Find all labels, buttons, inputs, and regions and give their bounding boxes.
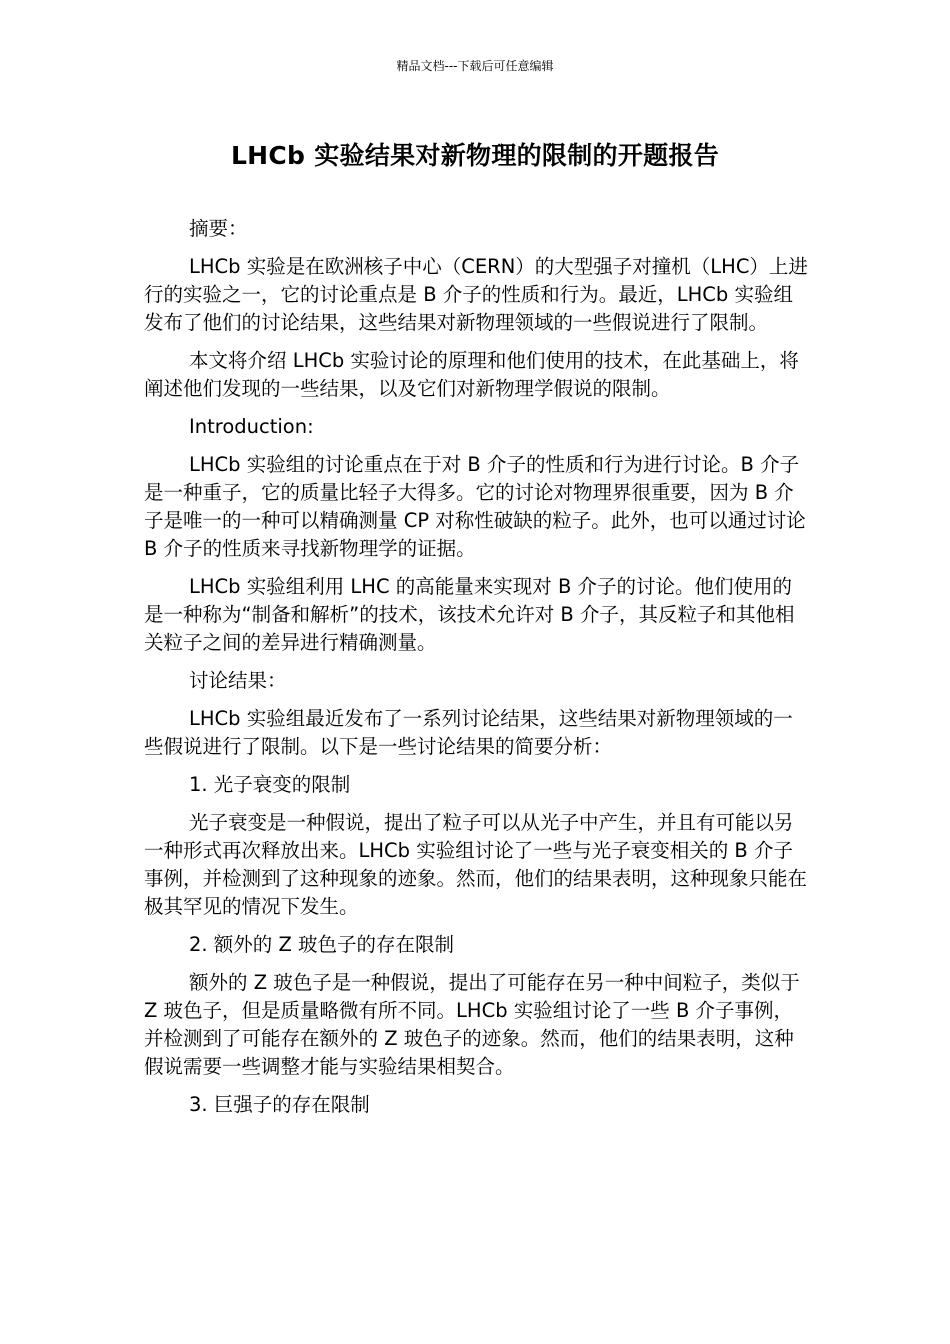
introduction-heading: Introduction: — [189, 415, 314, 438]
photon-decay-paragraph: 光子衰变是一种假说，提出了粒子可以从光子中产生，并且有可能以另一种形式再次释放出来。LHCb 实验组讨论了一些与光子衰变相关的 B 介子事例，并检测到了这种现象的迹象。然而，他们的结果表明，这种现象只能在极其罕见的情况下发生。 — [144, 811, 808, 918]
document-body — [144, 215, 810, 1129]
section-heading-photon-decay: 1. 光子衰变的限制 — [189, 773, 351, 796]
page-header-watermark: 精品文档---下载后可任意编辑 — [396, 59, 554, 73]
extra-z-boson-paragraph: 额外的 Z 玻色子是一种假说，提出了可能存在另一种中间粒子，类似于 Z 玻色子，但是质量略微有所不同。LHCb 实验组讨论了一些 B 介子事例，并检测到了可能存在额外的 Z 玻色子的迹象。然而，他们的结果表明，这种假说需要一些调整才能与实验结果相契合。 — [144, 971, 800, 1078]
results-heading: 讨论结果： — [189, 669, 287, 692]
abstract-paragraph-2: 本文将介绍 LHCb 实验讨论的原理和他们使用的技术，在此基础上，将阐述他们发现的一些结果，以及它们对新物理学假说的限制。 — [144, 349, 799, 400]
introduction-paragraph-1: LHCb 实验组的讨论重点在于对 B 介子的性质和行为进行讨论。B 介子是一种重子，它的质量比轻子大得多。它的讨论对物理界很重要，因为 B 介子是唯一的一种可以精确测量 CP 对称性破缺的粒子。此外，也可以通过讨论 B 介子的性质来寻找新物理学的证据。 — [144, 453, 806, 560]
section-heading-extra-z-boson: 2. 额外的 Z 玻色子的存在限制 — [189, 933, 455, 956]
results-paragraph: LHCb 实验组最近发布了一系列讨论结果，这些结果对新物理领域的一些假说进行了限制。以下是一些讨论结果的简要分析： — [144, 707, 793, 758]
abstract-paragraph-1: LHCb 实验是在欧洲核子中心（CERN）的大型强子对撞机（LHC）上进行的实验之一，它的讨论重点是 B 介子的性质和行为。最近，LHCb 实验组发布了他们的讨论结果，这些结果对新物理领域的一些假说进行了限制。 — [144, 255, 808, 334]
abstract-heading: 摘要： — [189, 217, 248, 240]
section-heading-giant-hadron: 3. 巨强子的存在限制 — [189, 1093, 370, 1116]
introduction-paragraph-2: LHCb 实验组利用 LHC 的高能量来实现对 B 介子的讨论。他们使用的是一种称为“制备和解析”的技术，该技术允许对 B 介子，其反粒子和其他相关粒子之间的差异进行精确测量。 — [144, 575, 795, 654]
document-title: LHCb 实验结果对新物理的限制的开题报告 — [230, 141, 720, 170]
